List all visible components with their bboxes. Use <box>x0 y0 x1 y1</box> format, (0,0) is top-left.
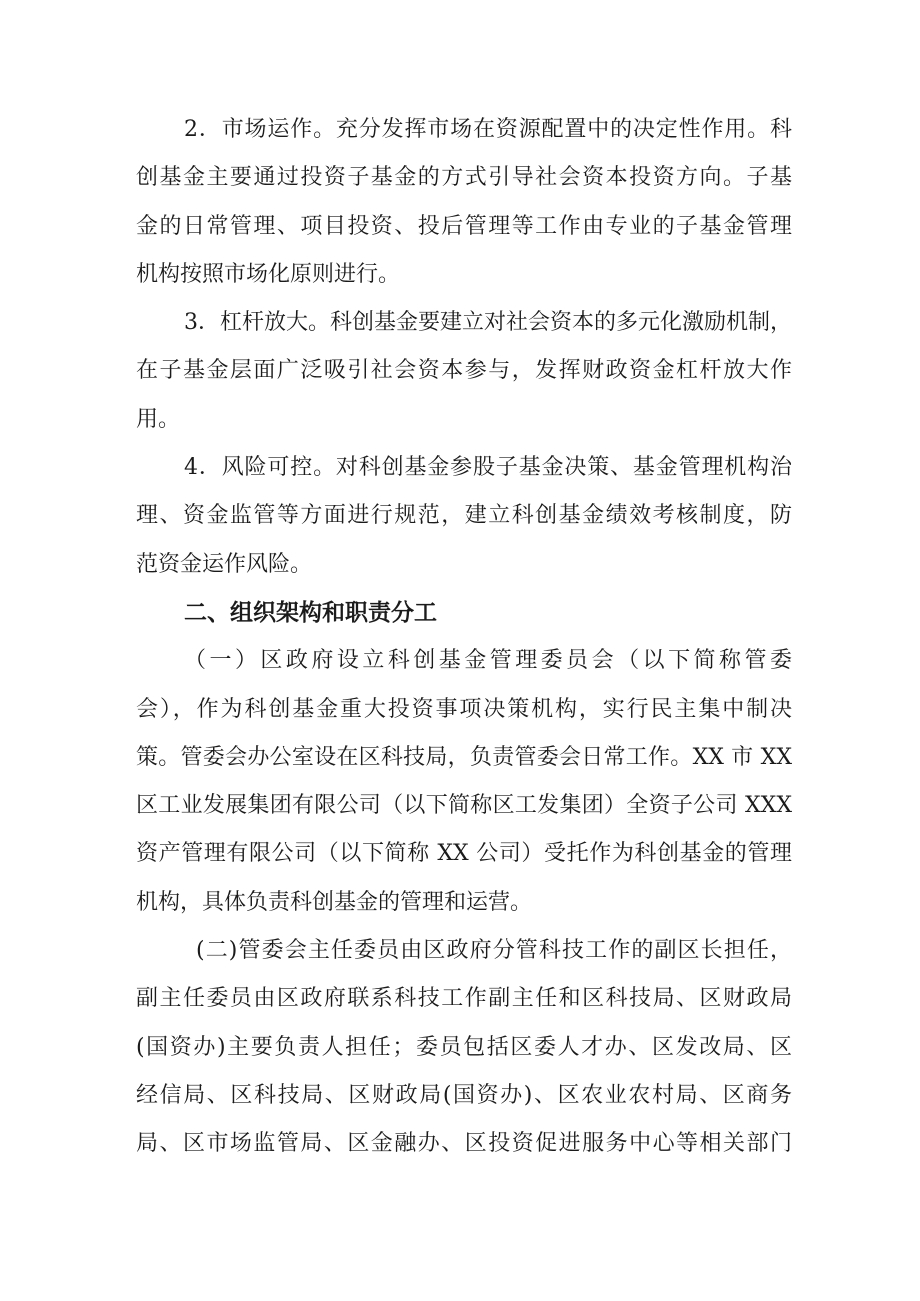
paragraph-management-committee <box>136 637 792 927</box>
paragraph-leverage <box>136 299 792 444</box>
text-line: 创基金主要通过投资子基金的方式引导社会资本投资方向。子基 <box>136 165 792 191</box>
section-heading: 二、组织架构和职责分工 <box>184 599 437 626</box>
text-line: 4．风险可控。对科创基金参股子基金决策、基金管理机构治 <box>184 455 792 481</box>
paragraph-market-operation <box>136 106 792 299</box>
text-line: (二)管委会主任委员由区政府分管科技工作的副区长担任， <box>196 938 792 964</box>
paragraph-risk-control <box>136 444 792 589</box>
text-line: 机构，具体负责科创基金的管理和运营。 <box>136 889 533 915</box>
document-body <box>136 106 792 1169</box>
text-line: 机构按照市场化原则进行。 <box>136 261 401 287</box>
text-line: 理、资金监管等方面进行规范，建立科创基金绩效考核制度，防 <box>136 503 792 529</box>
text-line: 范资金运作风险。 <box>136 551 313 577</box>
text-line: （一）区政府设立科创基金管理委员会（以下简称管委 <box>184 648 792 674</box>
text-line: 策。管委会办公室设在区科技局，负责管委会日常工作。XX 市 XX <box>136 744 792 770</box>
text-line: (国资办)主要负责人担任；委员包括区委人才办、区发改局、区 <box>136 1034 792 1060</box>
text-line: 用。 <box>136 406 181 432</box>
text-line: 2．市场运作。充分发挥市场在资源配置中的决定性作用。科 <box>184 117 792 142</box>
text-line: 在子基金层面广泛吸引社会资本参与，发挥财政资金杠杆放大作 <box>136 358 792 384</box>
text-line: 3．杠杆放大。科创基金要建立对社会资本的多元化激励机制， <box>184 310 792 336</box>
text-line: 副主任委员由区政府联系科技工作副主任和区科技局、区财政局 <box>136 986 792 1012</box>
text-line: 会），作为科创基金重大投资事项决策机构，实行民主集中制决 <box>136 696 792 722</box>
text-line: 金的日常管理、项目投资、投后管理等工作由专业的子基金管理 <box>136 213 792 239</box>
text-line: 局、区市场监管局、区金融办、区投资促进服务中心等相关部门 <box>136 1131 792 1157</box>
text-line: 经信局、区科技局、区财政局(国资办)、区农业农村局、区商务 <box>136 1082 792 1108</box>
text-line: 资产管理有限公司（以下简称 XX 公司）受托作为科创基金的管理 <box>136 841 792 867</box>
paragraph-committee-members <box>136 927 792 1168</box>
text-line: 区工业发展集团有限公司（以下简称区工发集团）全资子公司 XXX <box>136 793 792 819</box>
